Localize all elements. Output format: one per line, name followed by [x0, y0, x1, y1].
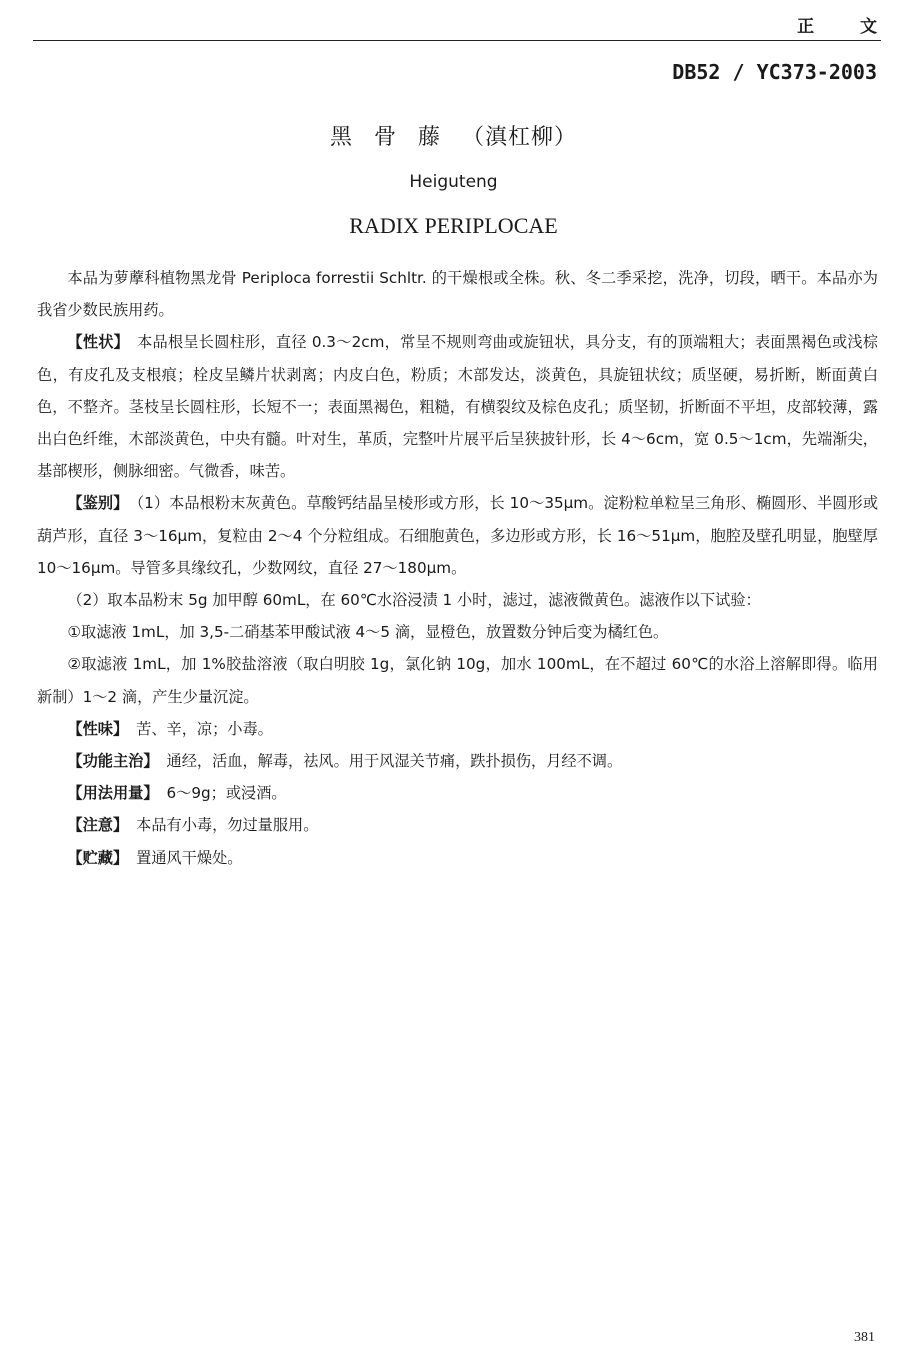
section-label: 【性状】: [67, 333, 130, 352]
title-pinyin: Heiguteng: [409, 172, 498, 192]
jianbie-test-2-1: ①取滤液 1mL，加 3,5-二硝基苯甲酸试液 4～5 滴，显橙色，放置数分钟后变为橘红色。: [67, 623, 669, 642]
section-yongfa: [37, 777, 878, 809]
title-chinese: [0, 120, 907, 151]
section-label: 【贮藏】: [67, 848, 129, 867]
section-text: 本品有小毒，勿过量服用。: [136, 816, 319, 835]
section-xingwei: [37, 713, 878, 745]
section-label: 【注意】: [67, 816, 129, 835]
standard-code: DB52 / YC373-2003: [672, 60, 877, 84]
section-zhuyi: [37, 809, 878, 841]
jianbie-test-2: （2）取本品粉末 5g 加甲醇 60mL，在 60℃水浴浸渍 1 小时，滤过，滤液微黄色。滤液作以下试验：: [67, 591, 761, 610]
section-text: 6～9g；或浸酒。: [166, 784, 287, 803]
section-text: 苦、辛，凉；小毒。: [136, 719, 273, 738]
section-label: 【性味】: [67, 719, 129, 738]
jianbie-test-2-2: ②取滤液 1mL，加 1%胶盐溶液（取白明胶 1g，氯化钠 10g，加水 100mL，在不超过 60℃的水浴上溶解即得。临用新制）1～2 滴，产生少量沉淀。: [37, 655, 878, 706]
section-gongneng: [37, 745, 878, 777]
section-text: 通经，活血，解毒，祛风。用于风湿关节痛，跌扑损伤，月经不调。: [166, 752, 623, 771]
title-latin: RADIX PERIPLOCAE: [349, 213, 558, 238]
title-chinese-main: 黑骨藤: [329, 125, 462, 150]
intro-paragraph: 本品为萝藦科植物黑龙骨 Periploca forrestii Schltr. 的干燥根或全株。秋、冬二季采挖，洗净，切段，晒干。本品亦为我省少数民族用药。: [37, 269, 878, 320]
header-rule: [33, 40, 881, 41]
section-xingzhuang: [37, 326, 878, 487]
section-text: 置通风干燥处。: [136, 848, 243, 867]
title-chinese-alias: （滇杠柳）: [462, 125, 578, 150]
monograph-body: [37, 262, 878, 874]
running-head: 正 文: [797, 17, 897, 37]
section-text: （1）本品根粉末灰黄色。草酸钙结晶呈棱形或方形，长 10～35μm。淀粉粒单粒呈三角形、椭圆形、半圆形或葫芦形，直径 3～16μm，复粒由 2～4 个分粒组成。石细胞黄色，多边形或方形，长 16～51μm，胞腔及壁孔明显，胞壁厚 10～16μm。导管多具缘纹孔，少数网纹，直径 27～180μm。: [37, 494, 879, 577]
page-number: 381: [854, 1330, 875, 1345]
section-zhucang: [37, 842, 878, 874]
section-label: 【用法用量】: [67, 784, 159, 803]
section-jianbie: [37, 487, 878, 584]
section-label: 【鉴别】: [67, 494, 129, 513]
section-text: 本品根呈长圆柱形，直径 0.3～2cm，常呈不规则弯曲或旋钮状，具分支，有的顶端粗大；表面黑褐色或浅棕色，有皮孔及支根痕；栓皮呈鳞片状剥离；内皮白色，粉质；木部发达，淡黄色，具旋钮状纹；质坚硬，易折断，断面黄白色，不整齐。茎枝呈长圆柱形，长短不一；表面黑褐色，粗糙，有横裂纹及棕色皮孔；质坚韧，折断面不平坦，皮部较薄，露出白色纤维，木部淡黄色，中央有髓。叶对生，革质，完整叶片展平后呈狭披针形，长 4～6cm，宽 0.5～1cm，先端渐尖，基部楔形，侧脉细密。气微香，味苦。: [37, 333, 878, 481]
section-label: 【功能主治】: [67, 752, 159, 771]
